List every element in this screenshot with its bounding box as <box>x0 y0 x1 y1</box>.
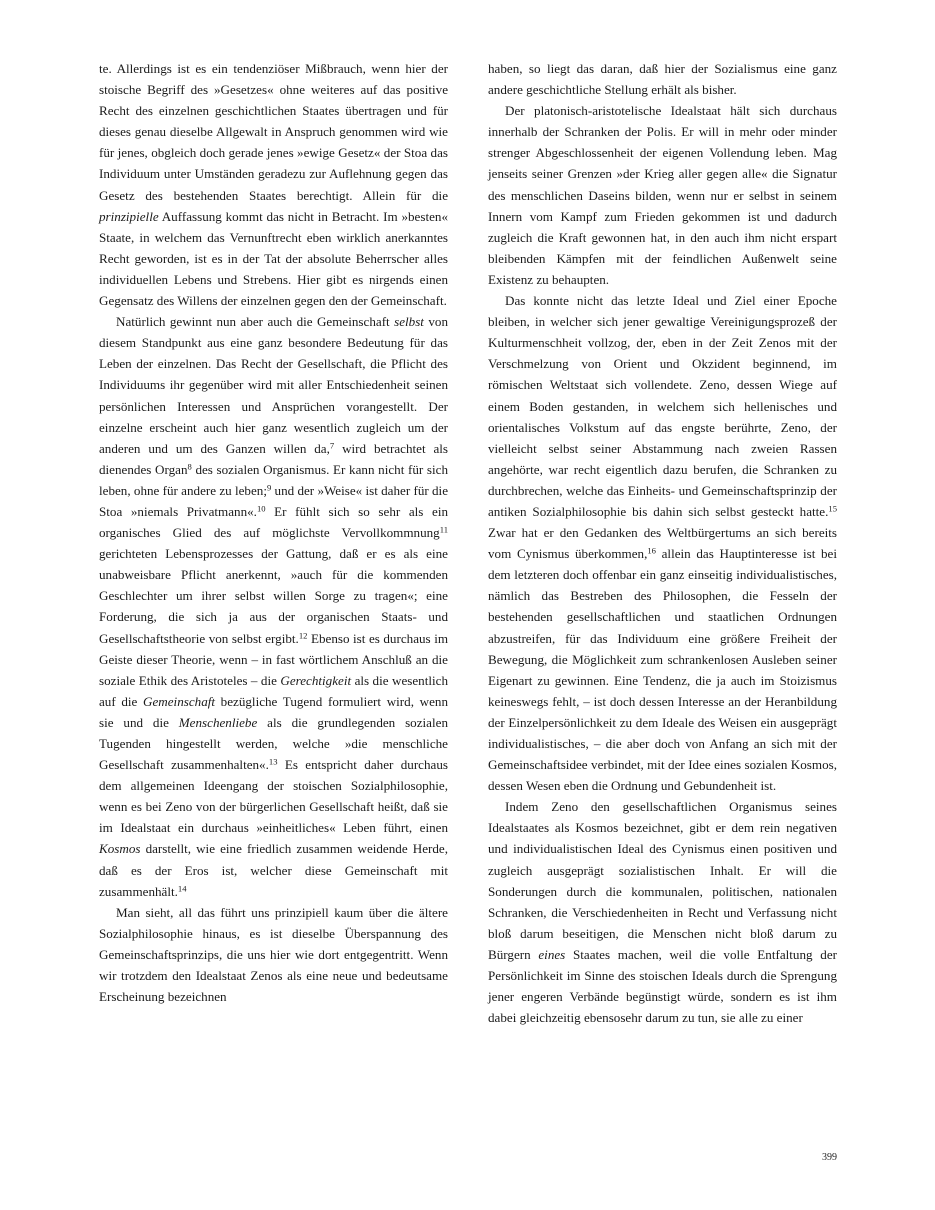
footnote-marker: 7 <box>329 439 335 450</box>
text-run: Staates machen, weil die volle Entfaltung der Persönlichkeit im Sinne des stoischen Ideals durch die Sprengung jener engeren Verbände begünstigt würde, sondern es ist ihm dabei gleichzeitig ebensosehr darum zu tun, sie alle zu einer <box>488 946 837 1026</box>
text-run: Auffassung kommt das nicht in Betracht. Im »besten« Staate, in welchem das Vernunftrecht eben wirklich anerkanntes Recht geworden, ist es in der Tat der absolute Beherrscher alles individuellen Lebens und Strebens. Hier gibt es nirgends einen Gegensatz des Willens der einzelnen gegen den der Gemeinschaft. <box>99 208 448 309</box>
text-run: als die grundlegenden sozialen Tugenden hingestellt werden, welche »die menschliche Gesellschaft zusammenhalten«. <box>99 714 448 773</box>
footnote-marker: 16 <box>647 545 656 556</box>
italic-run: eines <box>538 946 566 962</box>
italic-run: prinzipielle <box>99 208 159 224</box>
text-run: Ebenso ist es durchaus im Geiste dieser Theorie, wenn – in fast wörtlichem Anschluß an die soziale Ethik des Aristoteles – die <box>99 630 449 688</box>
text-run: gerichteten Lebensprozesses der Gattung, daß er es als eine unabweisbare Pflicht anerkennt, »auch für die kommenden Geschlechter um ihrer selbst willen Sorge zu tragen«; eine Forderung, die sich ja aus der organischen Staats- und Gesellschaftstheorie von selbst ergibt. <box>99 546 448 646</box>
text-run: Natürlich gewinnt nun aber auch die Gemeinschaft <box>116 314 395 330</box>
text-run: als die wesentlich auf die <box>99 672 448 709</box>
footnote-marker: 12 <box>298 629 308 640</box>
text-run: Indem Zeno den gesellschaftlichen Organismus seines Idealstaates als Kosmos bezeichnet, gibt er dem rein negativen und individualistischen Ideal des Cynismus einen positiven und zugleich ausgeprägt sozialistischen Inhalt. Er will die Sonderungen durch die kommunalen, politischen, nationalen Schranken, die Verschiedenheiten in Recht und Verfassung nicht bloß darum beseitigen, die Menschen nicht bloß darum zu Bürgern <box>488 799 837 962</box>
footnote-marker: 15 <box>828 503 837 514</box>
paragraph <box>488 100 837 290</box>
paragraph <box>488 290 837 796</box>
text-run: Das konnte nicht das letzte Ideal und Ziel einer Epoche bleiben, in welcher sich jener gewaltige Vereinigungsprozeß der Kulturmenschheit vollzog, der, eben in der Zeit Zenos mit der Verschmelzung von Orient und Okzident beginnend, im römischen Weltstaat sich vollendete. Zeno, dessen Wiege auf einem Boden gestanden, in welchem sich hellenisches und orientalisches Volkstum auf das engste berührte, Zeno, der vielleicht selbst seiner Abstammung nach zweien Rassen angehörte, war recht eigentlich dazu berufen, die Schranken zu durchbrechen, welche das Einheits- und Gemeinschaftsprinzip der antiken Sozialphilosophie bis dahin sich selbst gesteckt hatte. <box>488 293 837 519</box>
paragraph <box>488 796 837 1028</box>
italic-run: Gerechtigkeit <box>280 672 352 688</box>
text-run: darstellt, wie eine friedlich zusammen weidende Herde, daß es der Eros ist, welcher diese Gemeinschaft mit zusammenhält. <box>99 841 448 899</box>
footnote-marker: 8 <box>187 461 192 472</box>
text-run: Zwar hat er den Gedanken des Weltbürgertums an sich bereits vom Cynismus überkommen, <box>488 525 837 562</box>
footnote-marker: 10 <box>256 503 266 514</box>
footnote-marker: 11 <box>439 524 448 535</box>
two-column-text-body <box>99 58 837 1028</box>
text-run: haben, so liegt das daran, daß hier der Sozialismus eine ganz andere geschichtliche Stellung erhält als bisher. <box>488 61 837 98</box>
footnote-marker: 13 <box>268 756 278 767</box>
text-run: bezügliche Tugend formuliert wird, wenn sie und die <box>99 693 448 730</box>
text-run: Der platonisch-aristotelische Idealstaat hält sich durchaus innerhalb der Schranken der Polis. Er will in mehr oder minder strenger Abgeschlossenheit der eigenen Vollendung leben. Mag jenseits seiner Grenzen »der Krieg aller gegen alle« die Signatur des menschlichen Daseins bilden, wenn nur er selbst in seinem Innern vom Kampf zum Frieden gekommen ist und dadurch zugleich die Kraft gewonnen hat, in den auch ihm nicht erspart bleibenden Kämpfen mit der feindlichen Außenwelt seine Existenz zu behaupten. <box>488 103 837 287</box>
text-run: Es entspricht daher durchaus dem allgemeinen Ideengang der stoischen Sozialphilosophie, wenn es bei Zeno von der bürgerlichen Gesellschaft heißt, daß sie im Idealstaat ein durchaus »einheitliches« Leben führt, einen <box>99 757 448 836</box>
text-run: wird betrachtet als dienendes Organ <box>99 440 449 477</box>
italic-run: Menschenliebe <box>178 714 258 730</box>
text-run: und der »Weise« ist daher für die Stoa »niemals Privatmann«. <box>99 482 449 519</box>
text-run: allein das Hauptinteresse ist bei dem letzteren doch offenbar ein ganz einseitig individualistisches, nämlich das Bestreben des Philosophen, die Fesseln der bestehenden gesellschaftlichen und staatlichen Ordnungen abzustreifen, für das Individuum eine größere Freiheit der Bewegung, die Möglichkeit zum schrankenlosen Ausleben seiner Eigenart zu gewinnen. Eine Tendenz, die ja auch im Stoizismus keineswegs fehlt, – ist doch dessen Interesse an der Heranbildung der Einzelpersönlichkeit zu dem Ideale des Weisen ein ausgeprägt individualistisches, – die aber doch von Anfang an sich mit der Gemeinschaftsidee verbindet, mit der Idee eines sozialen Kosmos, dessen Wesen eben die Ordnung und Gebundenheit ist. <box>488 546 837 794</box>
right-text-column <box>488 58 837 1028</box>
paragraph <box>488 58 837 100</box>
italic-run: Kosmos <box>99 841 141 857</box>
page-number: 399 <box>822 1152 837 1163</box>
italic-run: selbst <box>394 314 424 330</box>
footnote-marker: 14 <box>177 882 187 893</box>
text-run: des sozialen Organismus. Er kann nicht für sich leben, ohne für andere zu leben; <box>99 461 448 498</box>
text-run: Man sieht, all das führt uns prinzipiell kaum über die ältere Sozialphilosophie hinaus, es ist dieselbe Überspannung des Gemeinschaftsprinzips, die uns hier wie dort entgegentritt. Wenn wir trotzdem den Idealstaat Zenos als eine neue und bedeutsame Erscheinung bezeichnen <box>99 904 448 1005</box>
italic-run: Gemeinschaft <box>143 693 216 709</box>
text-run: von diesem Standpunkt aus eine ganz besondere Bedeutung für das Leben der einzelnen. Das Recht der Gesellschaft, die Pflicht des Individuums ihr gegenüber wird mit aller Entschiedenheit seinen persönlichen Interessen und Ansprüchen vorangestellt. Der einzelne erscheint auch hier ganz wesentlich zugleich um der anderen und um des Ganzen willen da, <box>99 314 448 456</box>
text-run: te. Allerdings ist es ein tendenziöser Mißbrauch, wenn hier der stoische Begriff des »Gesetzes« ohne weiteres auf das positive Recht des einzelnen geschichtlichen Staates übertragen und für dieses genau dieselbe Allgewalt in Anspruch genommen wird wie für jenes, obgleich doch gerade jenes »ewige Gesetz« der Stoa das Individuum unter Umständen geradezu zur Auflehnung gegen das Gesetz des bestehenden Staates berechtigt. Allein für die <box>99 61 448 203</box>
paragraph <box>99 311 448 902</box>
paragraph <box>99 902 448 1007</box>
left-text-column <box>99 58 448 1028</box>
footnote-marker: 9 <box>266 482 272 493</box>
paragraph <box>99 58 448 311</box>
text-run: Er fühlt sich so sehr als ein organisches Glied des auf möglichste Vervollkommnung <box>99 503 449 541</box>
